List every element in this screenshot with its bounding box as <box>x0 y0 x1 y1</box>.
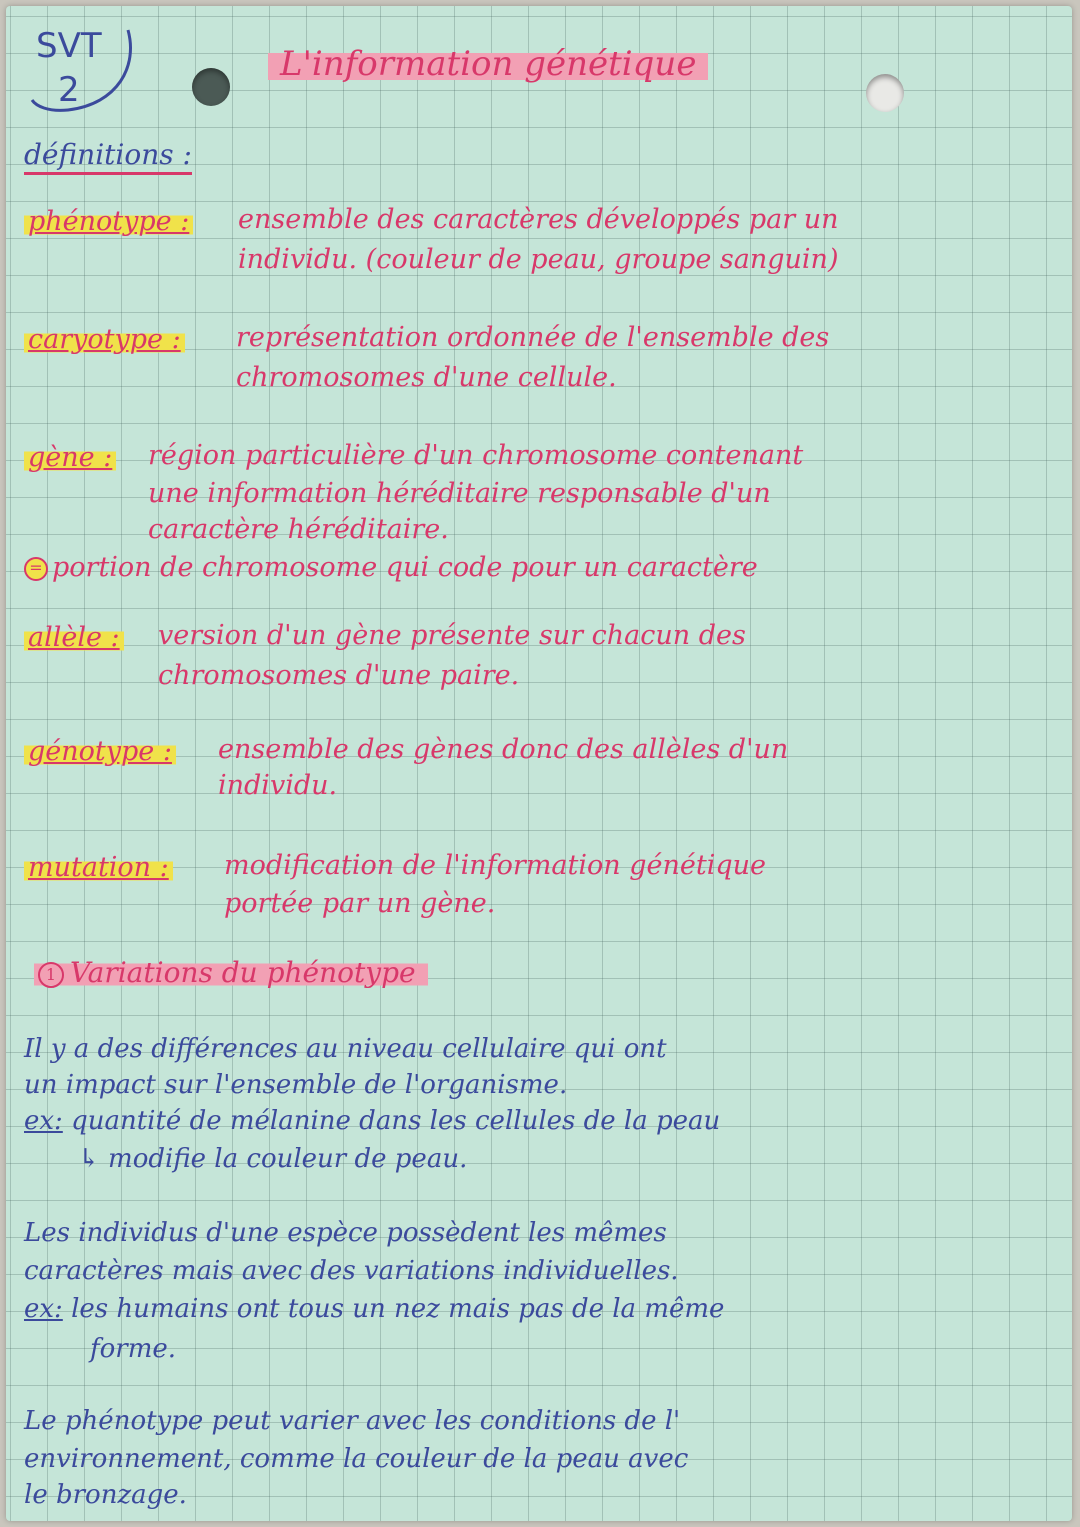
para-2-example-line-2: forme. <box>90 1334 177 1364</box>
equals-circle-icon: = <box>24 557 48 581</box>
para-1-line-1: Il y a des différences au niveau cellulaire qui ont <box>24 1034 667 1064</box>
term-phenotype-text: phénotype : <box>24 206 193 237</box>
para-2-example-line-1: les humains ont tous un nez mais pas de la même <box>71 1294 725 1324</box>
subject-line-1: SVT <box>36 26 102 66</box>
section-1-title: Variations du phénotype <box>70 956 416 989</box>
section-1-heading-bg <box>34 956 428 989</box>
def-allele-line-1: version d'un gène présente sur chacun des <box>158 620 746 651</box>
def-allele-line-2: chromosomes d'une paire. <box>158 660 520 691</box>
para-1-example-line-1: quantité de mélanine dans les cellules de la peau <box>71 1106 721 1136</box>
para-2-line-2: caractères mais avec des variations individuelles. <box>24 1256 679 1286</box>
term-genotype-text: génotype : <box>24 736 176 767</box>
term-phenotype <box>24 206 193 237</box>
punch-hole-left <box>192 68 230 106</box>
def-gene-equivalence <box>24 552 758 583</box>
def-gene-line-2: une information héréditaire responsable d'un <box>148 478 771 509</box>
para-3-line-3: le bronzage. <box>24 1480 187 1510</box>
example-label: ex: <box>24 1106 63 1136</box>
def-genotype-line-2: individu. <box>218 770 338 801</box>
term-mutation-text: mutation : <box>24 852 173 883</box>
term-genotype <box>24 736 176 767</box>
term-gene <box>24 442 116 473</box>
def-gene-line-1: région particulière d'un chromosome contenant <box>148 440 804 471</box>
def-caryotype-line-2: chromosomes d'une cellule. <box>236 362 617 393</box>
para-3-line-1: Le phénotype peut varier avec les conditions de l' <box>24 1406 681 1436</box>
subject-line-2: 2 <box>57 70 80 110</box>
para-2-example <box>24 1294 724 1324</box>
def-gene-line-3: caractère héréditaire. <box>148 514 449 545</box>
para-2-line-1: Les individus d'une espèce possèdent les mêmes <box>24 1218 667 1248</box>
def-mutation-line-2: portée par un gène. <box>224 888 496 919</box>
definitions-label-text: définitions : <box>24 138 192 175</box>
def-genotype-line-1: ensemble des gènes donc des allèles d'un <box>218 734 789 765</box>
example-label: ex: <box>24 1294 63 1324</box>
def-caryotype-line-1: représentation ordonnée de l'ensemble des <box>236 322 830 353</box>
definitions-label <box>24 138 192 171</box>
term-allele <box>24 622 124 653</box>
def-phenotype-line-2: individu. (couleur de peau, groupe sanguin) <box>238 244 839 275</box>
term-gene-text: gène : <box>24 442 116 473</box>
def-phenotype-line-1: ensemble des caractères développés par un <box>238 204 839 235</box>
term-allele-text: allèle : <box>24 622 124 653</box>
term-caryotype-text: caryotype : <box>24 324 185 355</box>
page-title <box>268 44 708 84</box>
page-title-text: L'information génétique <box>268 44 708 84</box>
para-1-example-line-2: ↳ modifie la couleur de peau. <box>78 1144 468 1174</box>
term-caryotype <box>24 324 185 355</box>
def-gene-equivalence-text: portion de chromosome qui code pour un caractère <box>52 552 758 583</box>
para-1-line-2: un impact sur l'ensemble de l'organisme. <box>24 1070 568 1100</box>
term-mutation <box>24 852 173 883</box>
section-1-heading <box>34 956 428 989</box>
def-mutation-line-1: modification de l'information génétique <box>224 850 766 881</box>
subject-label <box>36 24 102 112</box>
para-3-line-2: environnement, comme la couleur de la peau avec <box>24 1444 689 1474</box>
section-number-icon: 1 <box>38 962 64 988</box>
note-card <box>6 6 1072 1521</box>
para-1-example <box>24 1106 720 1136</box>
punch-hole-right <box>866 74 904 112</box>
